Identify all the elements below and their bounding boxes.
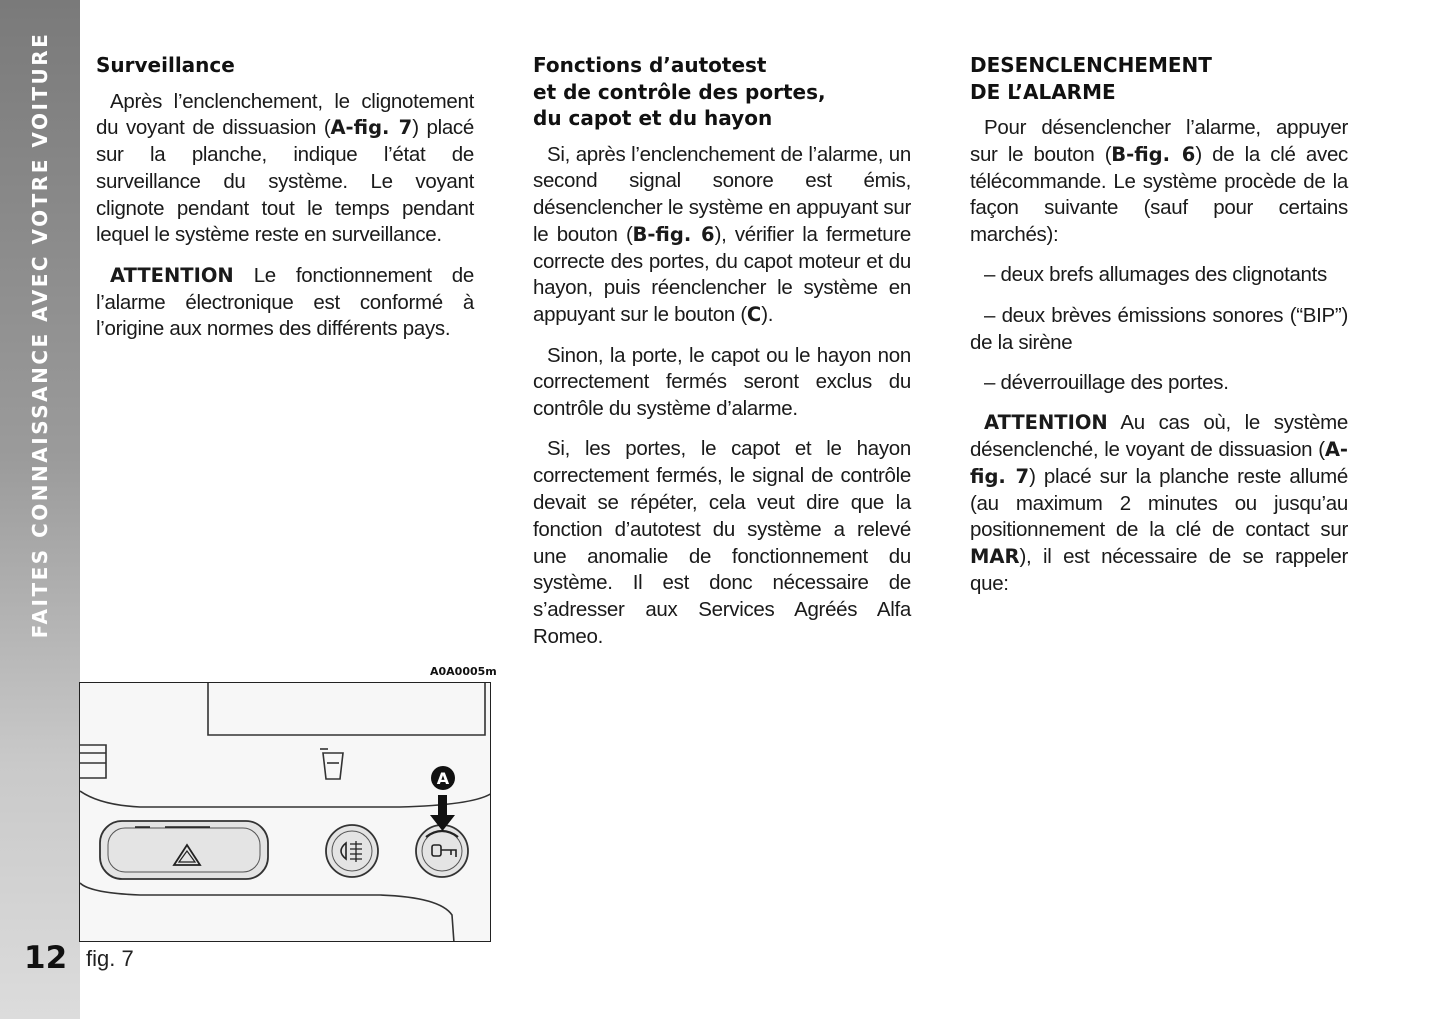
text-segment: ), il est nécessaire de se rappeler que: [970, 545, 1348, 595]
figure-reference: A-fig. 7 [330, 116, 413, 140]
figure-reference: B-fig. 6 [632, 222, 715, 246]
text-segment: ) placé sur la planche reste allumé (au maximum 2 minutes ou jusqu’au positionnement de la clé de contact sur [970, 464, 1349, 542]
display-panel-outline [208, 683, 485, 735]
fog-light-button [326, 825, 378, 877]
key-position-reference: MAR [970, 545, 1020, 569]
button-reference: C [746, 303, 762, 327]
hazard-button [100, 821, 268, 879]
heading-line: et de contrôle des portes, [533, 79, 826, 104]
text-segment: Après l’enclenchement, le clignotement du voyant de dissuasion ( [96, 89, 474, 140]
list-item: – deux brefs allumages des clignotants [984, 263, 1328, 287]
list-item: – déverrouillage des portes. [984, 370, 1229, 394]
text-segment: Si, après l’enclenchement de l’alarme, un second signal sonore est émis, désenclencher le système en appuyant sur le bouton ( [533, 142, 911, 246]
heading-autotest [533, 52, 911, 132]
side-band [0, 0, 80, 1019]
section-side-title: FAITES CONNAISSANCE AVEC VOTRE VOITURE [28, 31, 52, 639]
text-segment: Le fonctionnement de l’alarme électronique est conformé à l’origine aux normes des différents pays. [96, 263, 474, 341]
paragraph-autotest-2: Sinon, la porte, le capot ou le hayon non correctement fermés seront exclus du contrôle du système d’alarme. [533, 343, 911, 421]
dashboard-illustration [80, 683, 491, 942]
marker-a [431, 766, 455, 790]
paragraph-attention-norms [96, 263, 474, 343]
text-segment: Pour désenclencher l’alarme, appuyer sur le bouton ( [970, 116, 1348, 166]
text-segment: Au cas où, le système désenclenché, le voyant de dissuasion ( [970, 411, 1348, 461]
paragraph-desenclenchement [970, 115, 1348, 249]
text-segment: ), vérifier la fermeture correcte des portes, du capot moteur et du hayon, puis réenclencher le système en appuyant sur le bouton ( [533, 222, 911, 327]
marker-label: A [436, 769, 450, 788]
attention-label: ATTENTION [984, 411, 1108, 435]
figure-code: A0A0005m [430, 665, 497, 678]
paragraph-autotest-1 [533, 142, 911, 330]
heading-desenclenchement [970, 52, 1348, 105]
figure-caption: fig. 7 [86, 946, 134, 971]
heading-line: DESENCLENCHEMENT [970, 53, 1212, 77]
paragraph-surveillance [96, 89, 474, 250]
text-segment: ) de la clé avec télécommande. Le système procède de la façon suivante (sauf pour certains marchés): [970, 142, 1348, 247]
dashboard-figure [79, 682, 491, 942]
list-item: – deux brèves émissions sonores (“BIP”) de la sirène [970, 303, 1348, 354]
figure-reference: A-fig. 7 [970, 437, 1348, 488]
paragraph-attention-voyant [970, 410, 1348, 598]
heading-line: Fonctions d’autotest [533, 53, 767, 77]
column-autotest [533, 52, 911, 664]
paragraph-autotest-3: Si, les portes, le capot et le hayon correctement fermés, le signal de contrôle devait se répéter, cela veut dire que la fonction d’autotest du système a relevé une anomalie de fonctionnement du système. Il est donc nécessaire de s’adresser aux Services Agréés Alfa Romeo. [533, 437, 911, 649]
heading-line: du capot et du hayon [533, 106, 773, 130]
text-segment: ) placé sur la planche, indique l’état de surveillance du système. Le voyant clignote pendant tout le temps pendant lequel le système reste en surveillance. [96, 116, 474, 247]
heading-surveillance: Surveillance [96, 53, 235, 77]
heading-line: DE L’ALARME [970, 79, 1116, 104]
figure-reference: B-fig. 6 [1111, 142, 1196, 166]
attention-label: ATTENTION [110, 263, 234, 287]
column-desenclenchement [970, 52, 1348, 611]
cup-holder-icon [323, 753, 343, 779]
text-segment: ). [761, 303, 774, 327]
alarm-indicator [416, 825, 468, 877]
column-surveillance [96, 52, 474, 357]
page-number: 12 [24, 940, 68, 976]
